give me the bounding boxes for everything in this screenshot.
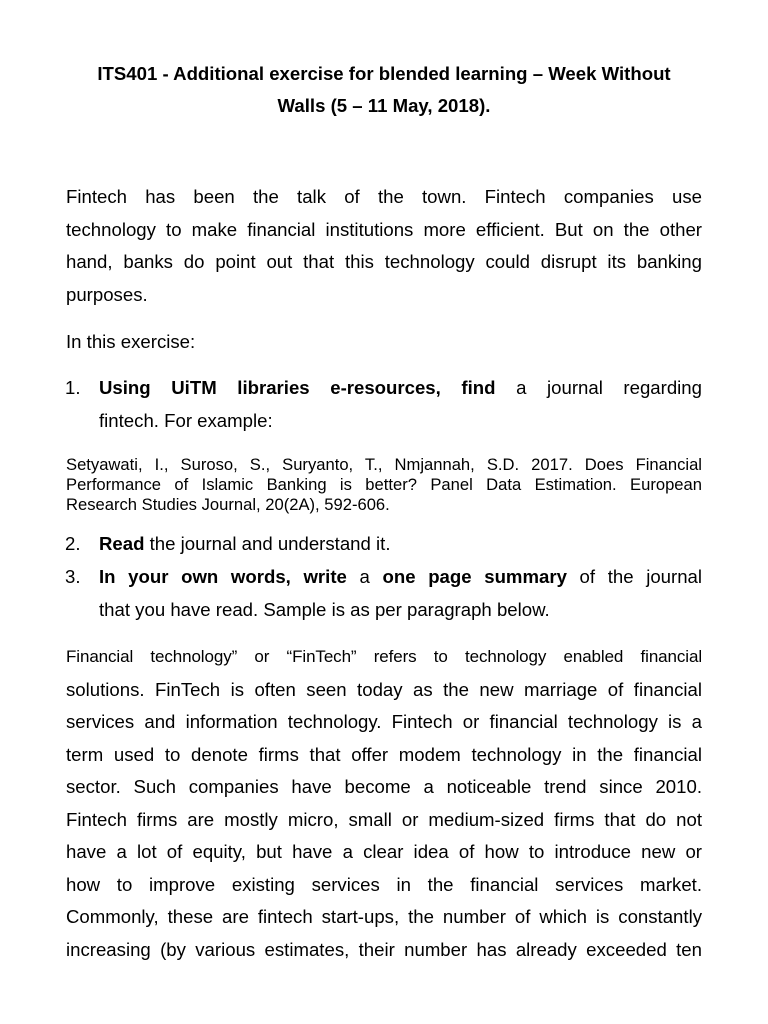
reference-line: Performance of Islamic Banking is better? Panel Data Estimation. European: [66, 475, 702, 494]
summary-paragraph: [66, 641, 702, 966]
step-bold-text: Read: [99, 533, 145, 554]
summary-line: solutions. FinTech is often seen today as the new marriage of financial: [66, 678, 702, 700]
step-line: [99, 561, 702, 594]
step-line: [99, 372, 702, 405]
summary-line: have a lot of equity, but have a clear idea of how to introduce new or: [66, 841, 702, 862]
step-number: 2.: [65, 533, 81, 554]
intro-line: Fintech has been the talk of the town. Fintech companies use: [66, 186, 702, 207]
step-number: 3.: [65, 566, 81, 587]
reference-line: Setyawati, I., Suroso, S., Suryanto, T., Nmjannah, S.D. 2017. Does Financial: [66, 455, 702, 474]
exercise-label-text: In this exercise:: [66, 331, 196, 352]
summary-line: services and information technology. Fintech or financial technology is a: [66, 711, 702, 732]
step-bold-text: one page summary: [382, 566, 567, 587]
intro-paragraph: [66, 181, 702, 311]
step-text: a: [346, 566, 383, 587]
step-bold-text: In your own words, write: [99, 566, 347, 587]
intro-line: technology to make financial institutions more efficient. But on the other: [66, 218, 702, 240]
step-item-2: [65, 528, 702, 561]
summary-line: Commonly, these are fintech start-ups, the number of which is constantly: [66, 906, 702, 927]
summary-line: increasing (by various estimates, their number has already exceeded ten: [66, 938, 702, 960]
title-line-1: ITS401 - Additional exercise for blended learning – Week Without: [97, 63, 671, 84]
step-line: [99, 528, 702, 561]
document-title: [66, 58, 702, 122]
intro-line: purposes.: [66, 283, 148, 305]
summary-line: how to improve existing services in the financial services market.: [66, 873, 702, 895]
step-bold-text: Using UiTM libraries e-resources, find: [99, 377, 496, 398]
exercise-label: [66, 326, 702, 359]
title-line-2: Walls (5 – 11 May, 2018).: [277, 95, 491, 116]
step-number: 1.: [65, 377, 81, 398]
summary-line: Financial technology” or “FinTech” refers to technology enabled financial: [66, 647, 702, 666]
step-line-2: that you have read. Sample is as per paragraph below.: [99, 598, 550, 620]
step-text: the journal and understand it.: [144, 533, 391, 554]
reference-citation: [66, 455, 702, 515]
summary-line: term used to denote firms that offer modem technology in the financial: [66, 743, 702, 765]
step-item-3: [65, 561, 702, 626]
step-text: a journal regarding: [495, 377, 702, 398]
summary-line: Fintech firms are mostly micro, small or medium-sized firms that do not: [66, 808, 702, 830]
summary-line: sector. Such companies have become a noticeable trend since 2010.: [66, 776, 702, 797]
reference-line: Research Studies Journal, 20(2A), 592-606.: [66, 495, 390, 514]
intro-line: hand, banks do point out that this technology could disrupt its banking: [66, 251, 702, 272]
step-item-1: [65, 372, 702, 437]
step-line-2: fintech. For example:: [99, 409, 273, 431]
step-text: of the journal: [566, 566, 702, 587]
